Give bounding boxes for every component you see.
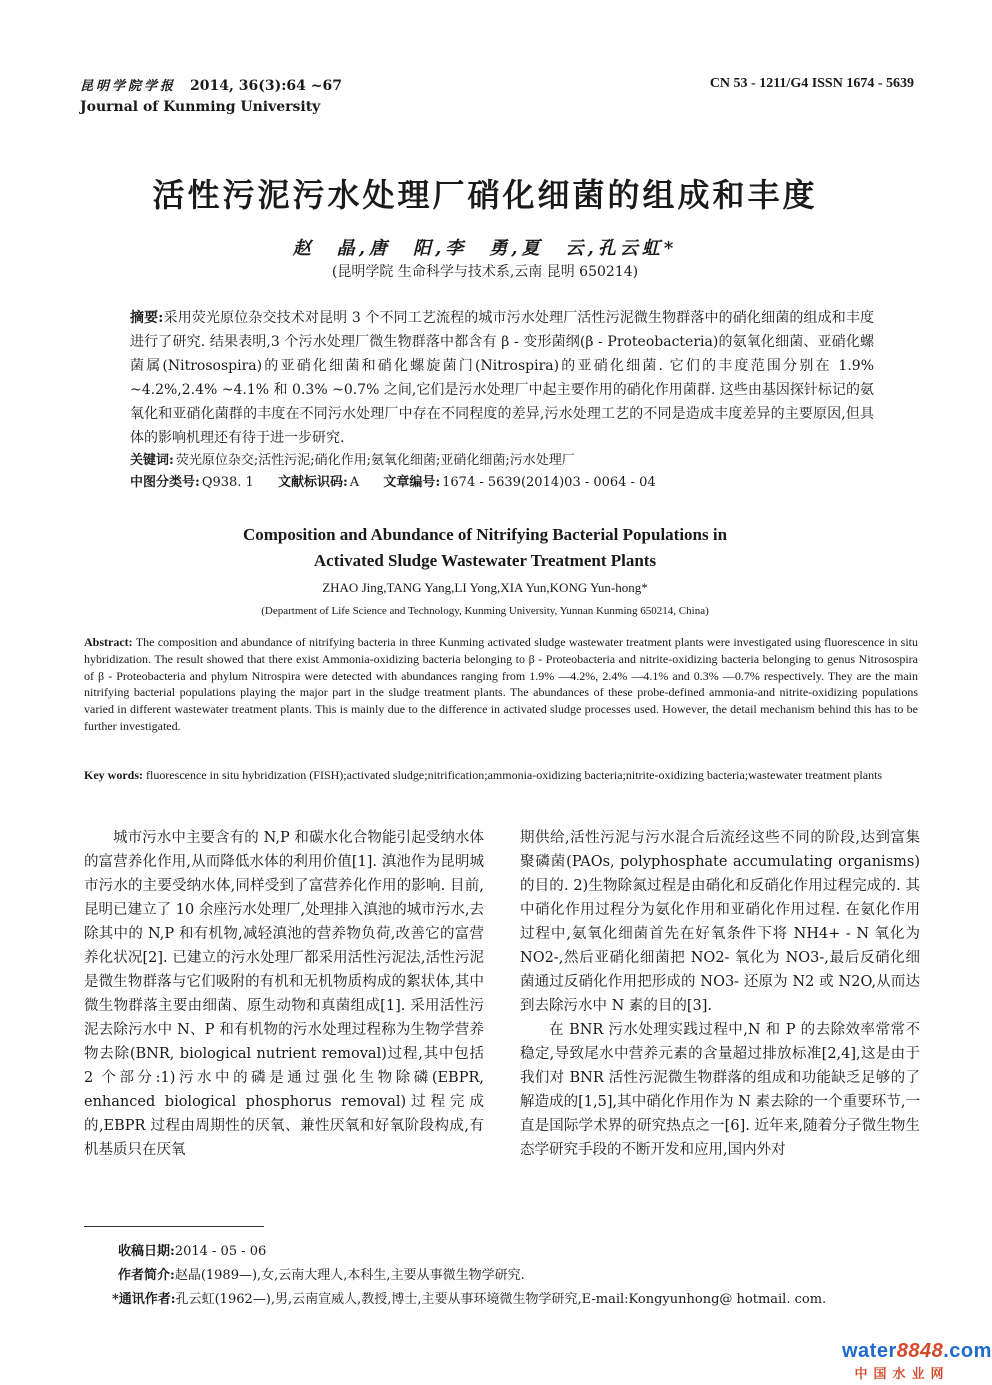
doc-code-label: 文献标识码: xyxy=(277,475,348,490)
affiliation-en: (Department of Life Science and Technology, Kunming University, Yunnan Kunming 650214, China) xyxy=(261,605,709,617)
abstract-en-label: Abstract: xyxy=(84,635,133,649)
authors-en: ZHAO Jing,TANG Yang,LI Yong,XIA Yun,KONG Yun-hong* xyxy=(322,580,648,595)
abstract-cn-text: 采用荧光原位杂交技术对昆明 3 个不同工艺流程的城市污水处理厂活性污泥微生物群落中的硝化细菌的组成和丰度进行了研究. 结果表明,3 个污水处理厂微生物群落中都含有 β - 变形菌纲(β - Proteobacteria)的氨氧化细菌、亚硝化螺菌属(Nitrosospira)的亚硝化细菌和硝化螺旋菌门(Nitrospira)的亚硝化细菌. 它们的丰度范围分别在 1.9% ~4.2%,2.4% ~4.1% 和 0.3% ~0.7% 之间,它们是污水处理厂中起主要作用的硝化作用菌群. 这些由基因探针标记的氨氧化和亚硝化菌群的丰度在不同污水处理厂中存在不同程度的差异,污水处理工艺的不同是造成丰度差异的主要原因,但具体的影响机理还有待于进一步研究. xyxy=(130,310,874,446)
corr-author-text: 孔云虹(1962—),男,云南宣威人,教授,博士,主要从事环境微生物学研究,E-mail:Kongyunhong@ hotmail. com. xyxy=(175,1292,827,1307)
author-bio-text: 赵晶(1989—),女,云南大理人,本科生,主要从事微生物学研究. xyxy=(174,1268,525,1283)
abstract-cn-label: 摘要: xyxy=(130,310,164,326)
paper-title-en xyxy=(0,522,970,574)
body-paragraph: 期供给,活性污泥与污水混合后流经这些不同的阶段,达到富集聚磷菌(PAOs, polyphosphate accumulating organisms)的目的. 2)生物除氮过程是由硝化和反硝化作用过程完成的. 其中硝化作用过程分为氨化作用和亚硝化作用过程. 在氨化作用过程中,氨氧化细菌首先在好氧条件下将 NH4+ - N 氧化为 NO2-,然后亚硝化细菌把 NO2- 氧化为 NO3-,最后反硝化细菌通过反硝化作用把形成的 NO3- 还原为 N2 或 N2O,从而达到去除污水中 N 素的目的[3]. xyxy=(520,830,920,1014)
abstract-cn-block xyxy=(130,306,874,494)
footnote-divider xyxy=(84,1226,264,1227)
keywords-en xyxy=(84,766,918,784)
watermark-cn: 中国水业网 xyxy=(854,1367,950,1382)
keywords-en-text: fluorescence in situ hybridization (FISH);activated sludge;nitrification;ammonia-oxidizing bacteria;nitrite-oxidizing bacteria;wastewater treatment plants xyxy=(143,768,883,782)
abstract-en xyxy=(84,634,918,735)
authors-cn: 赵 晶,唐 阳,李 勇,夏 云,孔云虹* xyxy=(292,238,678,259)
body-column-left xyxy=(84,826,484,1162)
watermark-brand: water xyxy=(842,1340,897,1362)
cn-issn: CN 53 - 1211/G4 ISSN 1674 - 5639 xyxy=(709,76,914,91)
clc-value: Q938. 1 xyxy=(201,475,254,490)
journal-name-cn: 昆明学院学报 xyxy=(80,79,177,94)
affiliation-cn: (昆明学院 生命科学与技术系,云南 昆明 650214) xyxy=(331,264,639,280)
title-en-line-1: Composition and Abundance of Nitrifying Bacterial Populations in xyxy=(242,525,728,544)
article-no-label: 文章编号: xyxy=(383,475,441,490)
keywords-en-label: Key words: xyxy=(84,768,143,782)
keywords-cn xyxy=(130,450,874,472)
paper-title-cn: 活性污泥污水处理厂硝化细菌的组成和丰度 xyxy=(152,176,818,214)
keywords-cn-text: 荧光原位杂交;活性污泥;硝化作用;氨氧化细菌;亚硝化细菌;污水处理厂 xyxy=(175,453,575,468)
received-date xyxy=(118,1240,928,1264)
journal-header xyxy=(80,76,342,117)
title-en-line-2: Activated Sludge Wastewater Treatment Plants xyxy=(313,551,657,570)
journal-issue: 2014, 36(3):64 ~67 xyxy=(190,78,342,94)
doc-code-value: A xyxy=(349,475,360,490)
watermark-number: 8848 xyxy=(896,1340,944,1362)
journal-name-en: Journal of Kunming University xyxy=(80,99,321,115)
abstract-cn xyxy=(130,306,874,450)
footnotes xyxy=(112,1240,928,1312)
clc-label: 中图分类号: xyxy=(130,475,200,490)
author-bio xyxy=(118,1264,928,1288)
site-watermark-logo xyxy=(842,1340,992,1382)
received-value: 2014 - 05 - 06 xyxy=(174,1244,267,1259)
corr-author-label: *通讯作者: xyxy=(112,1292,176,1307)
abstract-en-text: The composition and abundance of nitrifying bacteria in three Kunming activated sludge wastewater treatment plants were investigated using fluorescence in situ hybridization. The result showed that there exist Ammonia-oxidizing bacteria belonging to β - Proteobacteria and nitrite-oxidizing bacteria belonging to genus Nitrosospira of β - Proteobacteria and phylum Nitrospira were detected with abundances ranging from 1.9% —4.2%, 2.4% —4.1% and 0.3% —0.7% respectively. They are the main nitrifying bacterial populations playing the major part in the sludge treatment plants. The abundances of these probe-defined ammonia-and nitrite-oxidizing populations varied in different wastewater treatment plants. This is mainly due to the difference in activated sludge processes used. However, the detail mechanism behind this has to be further investigated. xyxy=(84,635,918,733)
keywords-cn-label: 关键词: xyxy=(130,453,174,468)
article-no-value: 1674 - 5639(2014)03 - 0064 - 04 xyxy=(442,475,656,490)
author-bio-label: 作者简介: xyxy=(118,1268,175,1283)
body-column-right xyxy=(520,826,920,1162)
watermark-suffix: .com xyxy=(943,1340,992,1362)
received-label: 收稿日期: xyxy=(118,1244,175,1259)
body-paragraph: 在 BNR 污水处理实践过程中,N 和 P 的去除效率常常不稳定,导致尾水中营养元素的含量超过排放标准[2,4],这是由于我们对 BNR 活性污泥微生物群落的组成和功能缺乏足够的了解造成的[1,5],其中硝化作用作为 N 素去除的一个重要环节,一直是国际学术界的研究热点之一[6]. 近年来,随着分子微生物生态学研究手段的不断开发和应用,国内外对 xyxy=(520,1022,920,1158)
corresponding-author xyxy=(112,1288,922,1312)
body-paragraph: 城市污水中主要含有的 N,P 和碳水化合物能引起受纳水体的富营养化作用,从而降低水体的利用价值[1]. 滇池作为昆明城市污水的主要受纳水体,同样受到了富营养化作用的影响. 目前,昆明已建立了 10 余座污水处理厂,处理排入滇池的城市污水,去除其中的 N,P 和有机物,减轻滇池的营养物负荷,改善它的富营养化状况[2]. 已建立的污水处理厂都采用活性污泥法,活性污泥是微生物群落与它们吸附的有机和无机物质构成的絮状体,其中微生物群落主要由细菌、原生动物和真菌组成[1]. 采用活性污泥去除污水中 N、P 和有机物的污水处理过程称为生物学营养物去除(BNR, biological nutrient removal)过程,其中包括 2 个部分:1)污水中的磷是通过强化生物除磷(EBPR, enhanced biological phosphorus removal)过程完成的,EBPR 过程由周期性的厌氧、兼性厌氧和好氧阶段构成,有机基质只在厌氧 xyxy=(84,830,484,1158)
classification-row xyxy=(130,472,874,494)
